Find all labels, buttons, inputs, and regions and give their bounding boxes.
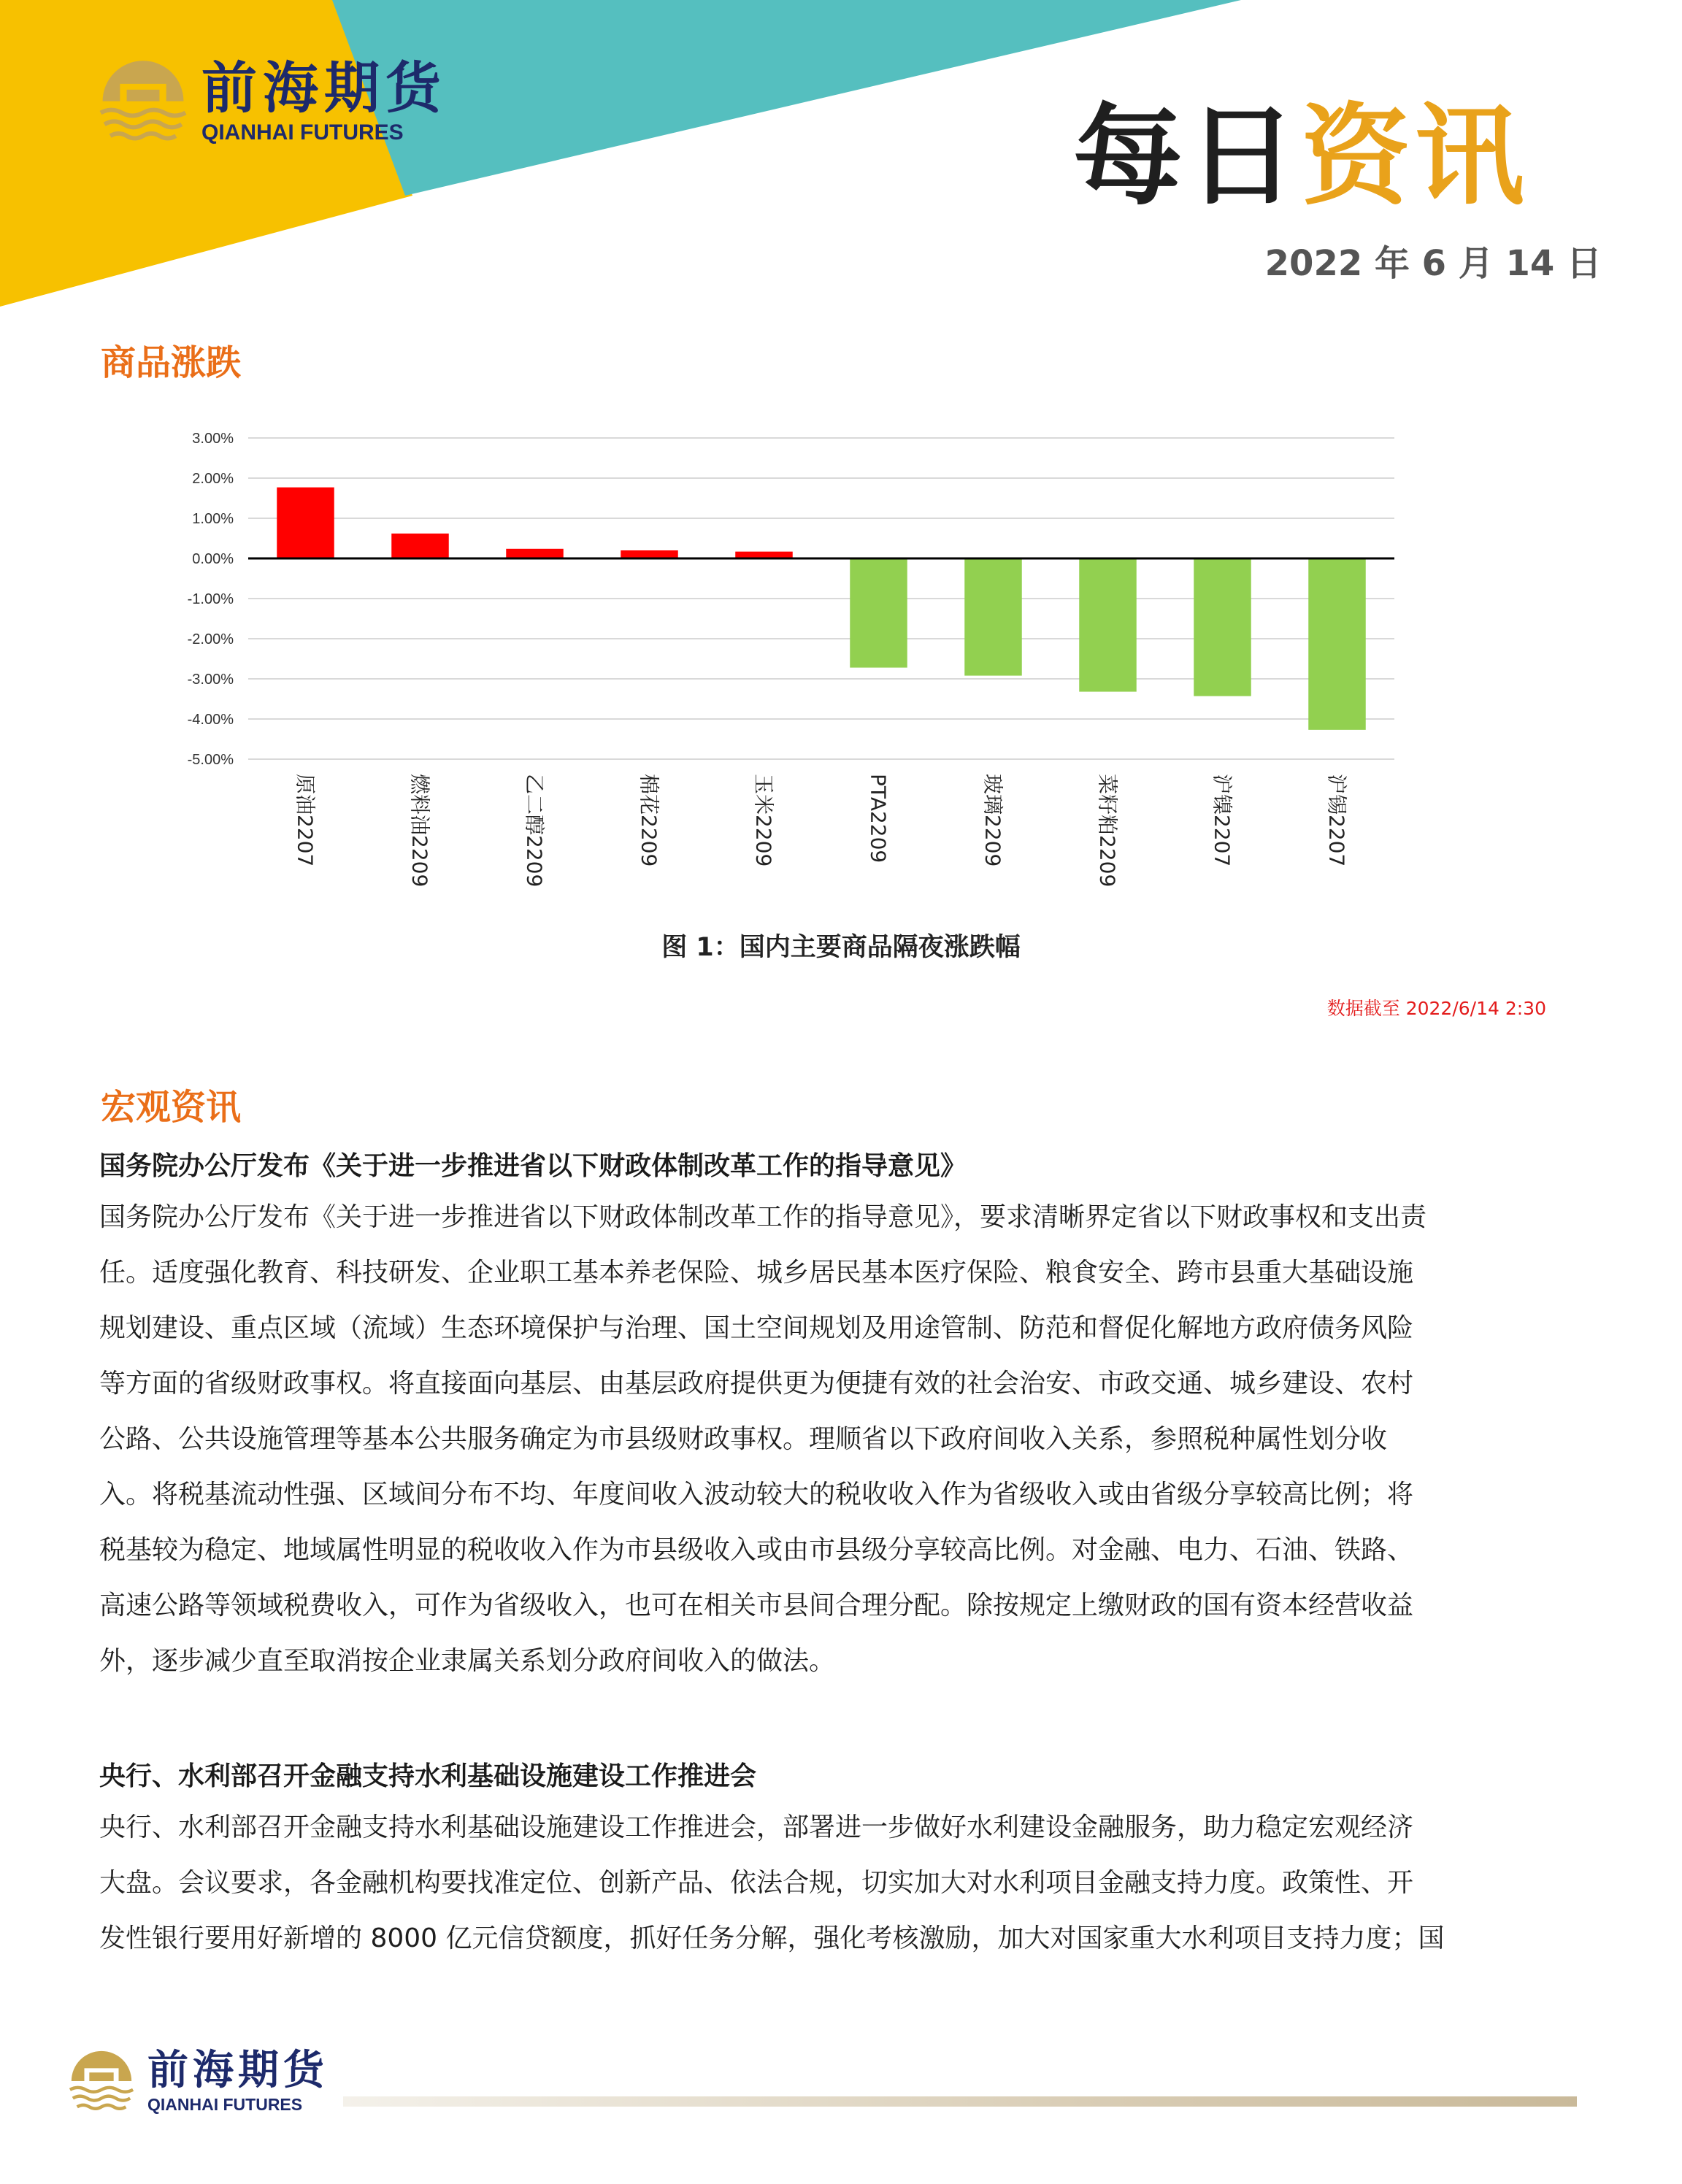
x-tick-label: 棉花2209: [637, 774, 661, 867]
article-line: 公路、公共设施管理等基本公共服务确定为市县级财政事权。理顺省以下政府间收入关系，参照税种属性划分收: [99, 1424, 1388, 1454]
bar: [964, 558, 1022, 676]
x-tick-label: 乙二醇2209: [522, 774, 547, 888]
x-tick-label: 玉米2209: [751, 774, 776, 867]
bar: [1308, 558, 1366, 730]
article-title: 央行、水利部召开金融支持水利基础设施建设工作推进会: [99, 1761, 757, 1791]
bar: [391, 534, 449, 558]
chart-source-note: 数据截至 2022/6/14 2:30: [1326, 998, 1546, 1019]
bar: [850, 558, 907, 668]
y-tick-label: 2.00%: [192, 471, 234, 487]
page-title: [1072, 93, 1529, 220]
x-tick-label: 沪锡2207: [1324, 774, 1349, 867]
bar: [1079, 558, 1137, 692]
logo-text-en: QIANHAI FUTURES: [147, 2094, 303, 2114]
logo-emblem-icon: [66, 2044, 137, 2120]
article-1: [99, 1143, 1559, 1689]
article-line: 发性银行要用好新增的 8000 亿元信贷额度，抓好任务分解，强化考核激励，加大对国家重大水利项目支持力度；国: [99, 1923, 1445, 1953]
company-logo: [95, 51, 447, 153]
logo-text-cn: 前海期货: [147, 2046, 329, 2095]
y-tick-label: -2.00%: [187, 631, 234, 647]
article-line: 税基较为稳定、地域属性明显的税收收入作为市县级收入或由市县级分享较高比例。对金融、电力、石油、铁路、: [99, 1535, 1414, 1565]
article-line: 规划建设、重点区域（流域）生态环境保护与治理、国土空间规划及用途管制、防范和督促化解地方政府债务风险: [99, 1313, 1414, 1343]
article-line: 任。适度强化教育、科技研发、企业职工基本养老保险、城乡居民基本医疗保险、粮食安全、跨市县重大基础设施: [99, 1258, 1414, 1288]
bar: [1194, 558, 1251, 696]
logo-text-en: QIANHAI FUTURES: [201, 120, 404, 145]
article-2: [99, 1753, 1559, 1966]
y-tick-label: -4.00%: [187, 712, 234, 728]
x-tick-label: PTA2209: [866, 774, 891, 864]
x-tick-label: 沪镍2207: [1210, 774, 1234, 867]
footer-divider: [343, 2096, 1577, 2107]
bar: [277, 488, 334, 558]
y-tick-label: -3.00%: [187, 672, 234, 688]
section-title-macro: 宏观资讯: [101, 1087, 242, 1128]
y-tick-label: -1.00%: [187, 591, 234, 607]
article-line: 高速公路等领域税费收入，可作为省级收入，也可在相关市县间合理分配。除按规定上缴财政的国有资本经营收益: [99, 1591, 1414, 1620]
page-title-part1: 每日: [1072, 93, 1301, 220]
article-line: 入。将税基流动性强、区域间分布不均、年度间收入波动较大的税收收入作为省级收入或由省级分享较高比例；将: [99, 1480, 1414, 1510]
article-line: 外，逐步减少直至取消按企业隶属关系划分政府间收入的做法。: [99, 1646, 836, 1676]
x-tick-label: 菜籽粕2209: [1095, 774, 1120, 888]
x-tick-label: 原油2207: [293, 774, 318, 867]
x-tick-label: 玻璃2209: [980, 774, 1005, 867]
bar: [506, 549, 564, 558]
bar: [621, 550, 678, 558]
commodity-change-chart: [139, 423, 1424, 905]
article-line: 国务院办公厅发布《关于进一步推进省以下财政体制改革工作的指导意见》，要求清晰界定省以下财政事权和支出责: [99, 1202, 1427, 1232]
chart-caption: 图 1：国内主要商品隔夜涨跌幅: [661, 933, 1021, 962]
y-tick-label: -5.00%: [187, 752, 234, 768]
article-title: 国务院办公厅发布《关于进一步推进省以下财政体制改革工作的指导意见》: [99, 1151, 967, 1181]
page-title-part2: 资讯: [1300, 93, 1529, 220]
article-line: 等方面的省级财政事权。将直接面向基层、由基层政府提供更为便捷有效的社会治安、市政交通、城乡建设、农村: [99, 1369, 1414, 1399]
article-body: [99, 1800, 1559, 1966]
article-body: [99, 1190, 1559, 1689]
article-line: 大盘。会议要求，各金融机构要找准定位、创新产品、依法合规，切实加大对水利项目金融支持力度。政策性、开: [99, 1868, 1414, 1898]
x-tick-label: 燃料油2209: [407, 774, 432, 888]
section-title-commodities: 商品涨跌: [101, 342, 242, 383]
y-tick-label: 1.00%: [192, 511, 234, 527]
y-tick-label: 3.00%: [192, 431, 234, 447]
logo-text-cn: 前海期货: [201, 55, 447, 121]
report-date: 2022 年 6 月 14 日: [1264, 243, 1602, 284]
article-line: 央行、水利部召开金融支持水利基础设施建设工作推进会，部署进一步做好水利建设金融服务，助力稳定宏观经济: [99, 1812, 1414, 1842]
y-tick-label: 0.00%: [192, 551, 234, 567]
logo-emblem-icon: [95, 51, 191, 153]
footer-logo: [66, 2044, 329, 2120]
